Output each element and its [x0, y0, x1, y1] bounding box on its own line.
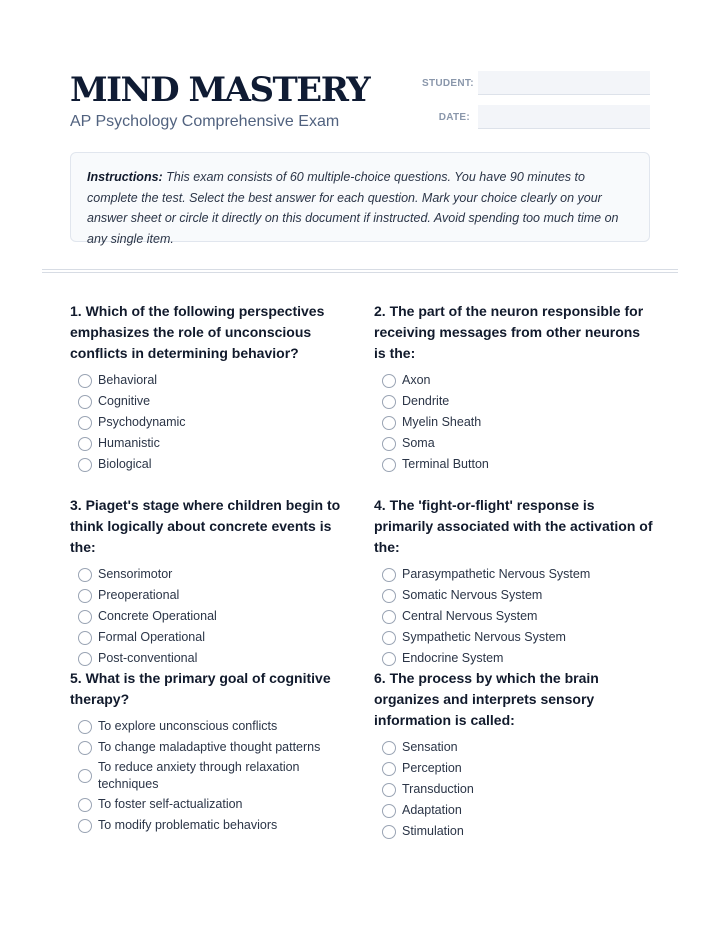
option-label: Somatic Nervous System: [402, 588, 543, 602]
radio-circle-icon[interactable]: [382, 762, 396, 776]
question-text: 4. The 'fight-or-flight' response is primarily associated with the activation of the:: [374, 497, 653, 555]
answer-option[interactable]: [70, 648, 350, 669]
instructions-lead: Instructions:: [87, 170, 163, 184]
radio-circle-icon[interactable]: [78, 395, 92, 409]
date-label: DATE:: [438, 111, 470, 123]
option-label: Humanistic: [98, 436, 160, 450]
radio-circle-icon[interactable]: [78, 631, 92, 645]
answer-option[interactable]: [70, 815, 350, 836]
option-label: To modify problematic behaviors: [98, 818, 278, 832]
option-label: Behavioral: [98, 373, 158, 387]
radio-circle-icon[interactable]: [78, 589, 92, 603]
option-label: Preoperational: [98, 588, 180, 602]
option-label: To foster self-actualization: [98, 797, 243, 811]
answer-option[interactable]: [374, 412, 654, 433]
option-label: Dendrite: [402, 394, 450, 408]
option-label: Parasympathetic Nervous System: [402, 567, 591, 581]
option-label: Central Nervous System: [402, 609, 538, 623]
option-label: Endocrine System: [402, 651, 504, 665]
option-label: Transduction: [402, 782, 474, 796]
answer-options: [70, 716, 350, 836]
question-text: 3. Piaget's stage where children begin to think logically about concrete events is the:: [70, 497, 341, 555]
option-label: Concrete Operational: [98, 609, 217, 623]
radio-circle-icon[interactable]: [78, 720, 92, 734]
answer-option[interactable]: [70, 585, 350, 606]
answer-options: [374, 564, 654, 669]
radio-circle-icon[interactable]: [78, 610, 92, 624]
option-label: Psychodynamic: [98, 415, 186, 429]
option-label: Stimulation: [402, 824, 464, 838]
option-label: Axon: [402, 373, 431, 387]
section-divider-bottom: [42, 272, 678, 273]
radio-circle-icon[interactable]: [382, 783, 396, 797]
answer-option[interactable]: [374, 758, 654, 779]
answer-option[interactable]: [374, 564, 654, 585]
radio-circle-icon[interactable]: [382, 825, 396, 839]
radio-circle-icon[interactable]: [382, 437, 396, 451]
answer-option[interactable]: [374, 800, 654, 821]
option-label: Sensation: [402, 740, 458, 754]
radio-circle-icon[interactable]: [382, 416, 396, 430]
exam-header: [70, 70, 650, 134]
radio-circle-icon[interactable]: [382, 458, 396, 472]
answer-option[interactable]: [70, 758, 350, 794]
answer-option[interactable]: [374, 821, 654, 842]
radio-circle-icon[interactable]: [382, 589, 396, 603]
student-field-row: [422, 70, 650, 96]
answer-options: [70, 564, 350, 669]
option-label: Post-conventional: [98, 651, 198, 665]
radio-circle-icon[interactable]: [382, 374, 396, 388]
radio-circle-icon[interactable]: [78, 798, 92, 812]
radio-circle-icon[interactable]: [78, 769, 92, 783]
answer-option[interactable]: [374, 370, 654, 391]
radio-circle-icon[interactable]: [382, 568, 396, 582]
option-label: Formal Operational: [98, 630, 205, 644]
question-text: 1. Which of the following perspectives emphasizes the role of unconscious conflicts in determining behavior?: [70, 303, 325, 361]
answer-option[interactable]: [70, 737, 350, 758]
option-label: To change maladaptive thought patterns: [98, 740, 321, 754]
answer-option[interactable]: [374, 391, 654, 412]
answer-option[interactable]: [374, 585, 654, 606]
question-3: [70, 495, 350, 669]
option-label: To reduce anxiety through relaxation techniques: [98, 760, 300, 791]
answer-option[interactable]: [70, 454, 350, 475]
radio-circle-icon[interactable]: [382, 631, 396, 645]
option-label: Cognitive: [98, 394, 151, 408]
option-label: Soma: [402, 436, 435, 450]
radio-circle-icon[interactable]: [382, 741, 396, 755]
answer-option[interactable]: [70, 606, 350, 627]
student-field[interactable]: [478, 71, 650, 95]
radio-circle-icon[interactable]: [382, 804, 396, 818]
instructions-text: This exam consists of 60 multiple-choice questions. You have 90 minutes to complete the test. Select the best answer for each question. Mark your choice clearly on your answer sheet or circle it directly on this document if instructed. Avoid spending too much time on any single item.: [87, 170, 619, 246]
radio-circle-icon[interactable]: [78, 437, 92, 451]
answer-option[interactable]: [70, 370, 350, 391]
answer-option[interactable]: [374, 606, 654, 627]
question-1: [70, 301, 350, 475]
answer-option[interactable]: [70, 391, 350, 412]
answer-option[interactable]: [70, 716, 350, 737]
answer-option[interactable]: [374, 454, 654, 475]
answer-option[interactable]: [70, 433, 350, 454]
answer-option[interactable]: [374, 648, 654, 669]
radio-circle-icon[interactable]: [78, 374, 92, 388]
radio-circle-icon[interactable]: [382, 610, 396, 624]
answer-option[interactable]: [70, 794, 350, 815]
radio-circle-icon[interactable]: [78, 458, 92, 472]
answer-option[interactable]: [374, 433, 654, 454]
answer-option[interactable]: [70, 627, 350, 648]
answer-options: [374, 737, 654, 842]
student-label: STUDENT:: [422, 77, 474, 89]
option-label: To explore unconscious conflicts: [98, 719, 278, 733]
brand-block: [70, 70, 369, 132]
exam-title: MIND MASTERY: [70, 70, 370, 110]
radio-circle-icon[interactable]: [78, 652, 92, 666]
answer-option[interactable]: [374, 779, 654, 800]
answer-option[interactable]: [70, 412, 350, 433]
instructions-box: [70, 152, 650, 246]
question-2: [374, 301, 654, 475]
option-label: Sensorimotor: [98, 567, 173, 581]
section-divider-top: [42, 269, 678, 270]
answer-option[interactable]: [374, 627, 654, 648]
radio-circle-icon[interactable]: [382, 395, 396, 409]
answer-options: [70, 370, 350, 475]
option-label: Biological: [98, 457, 152, 471]
radio-circle-icon[interactable]: [78, 741, 92, 755]
option-label: Myelin Sheath: [402, 415, 482, 429]
answer-option[interactable]: [374, 737, 654, 758]
option-label: Terminal Button: [402, 457, 489, 471]
question-6: [374, 668, 654, 842]
radio-circle-icon[interactable]: [78, 416, 92, 430]
radio-circle-icon[interactable]: [78, 568, 92, 582]
answer-option[interactable]: [70, 564, 350, 585]
radio-circle-icon[interactable]: [382, 652, 396, 666]
option-label: Perception: [402, 761, 462, 775]
date-field-row: [422, 104, 650, 130]
question-4: [374, 495, 654, 669]
question-5: [70, 668, 350, 836]
date-field[interactable]: [478, 105, 650, 129]
question-text: 6. The process by which the brain organizes and interprets sensory information is called:: [374, 670, 599, 728]
option-label: Sympathetic Nervous System: [402, 630, 566, 644]
answer-options: [374, 370, 654, 475]
question-text: 5. What is the primary goal of cognitive therapy?: [70, 670, 331, 707]
question-text: 2. The part of the neuron responsible for receiving messages from other neurons is the:: [374, 303, 644, 361]
option-label: Adaptation: [402, 803, 462, 817]
exam-subtitle: AP Psychology Comprehensive Exam: [70, 113, 340, 130]
radio-circle-icon[interactable]: [78, 819, 92, 833]
